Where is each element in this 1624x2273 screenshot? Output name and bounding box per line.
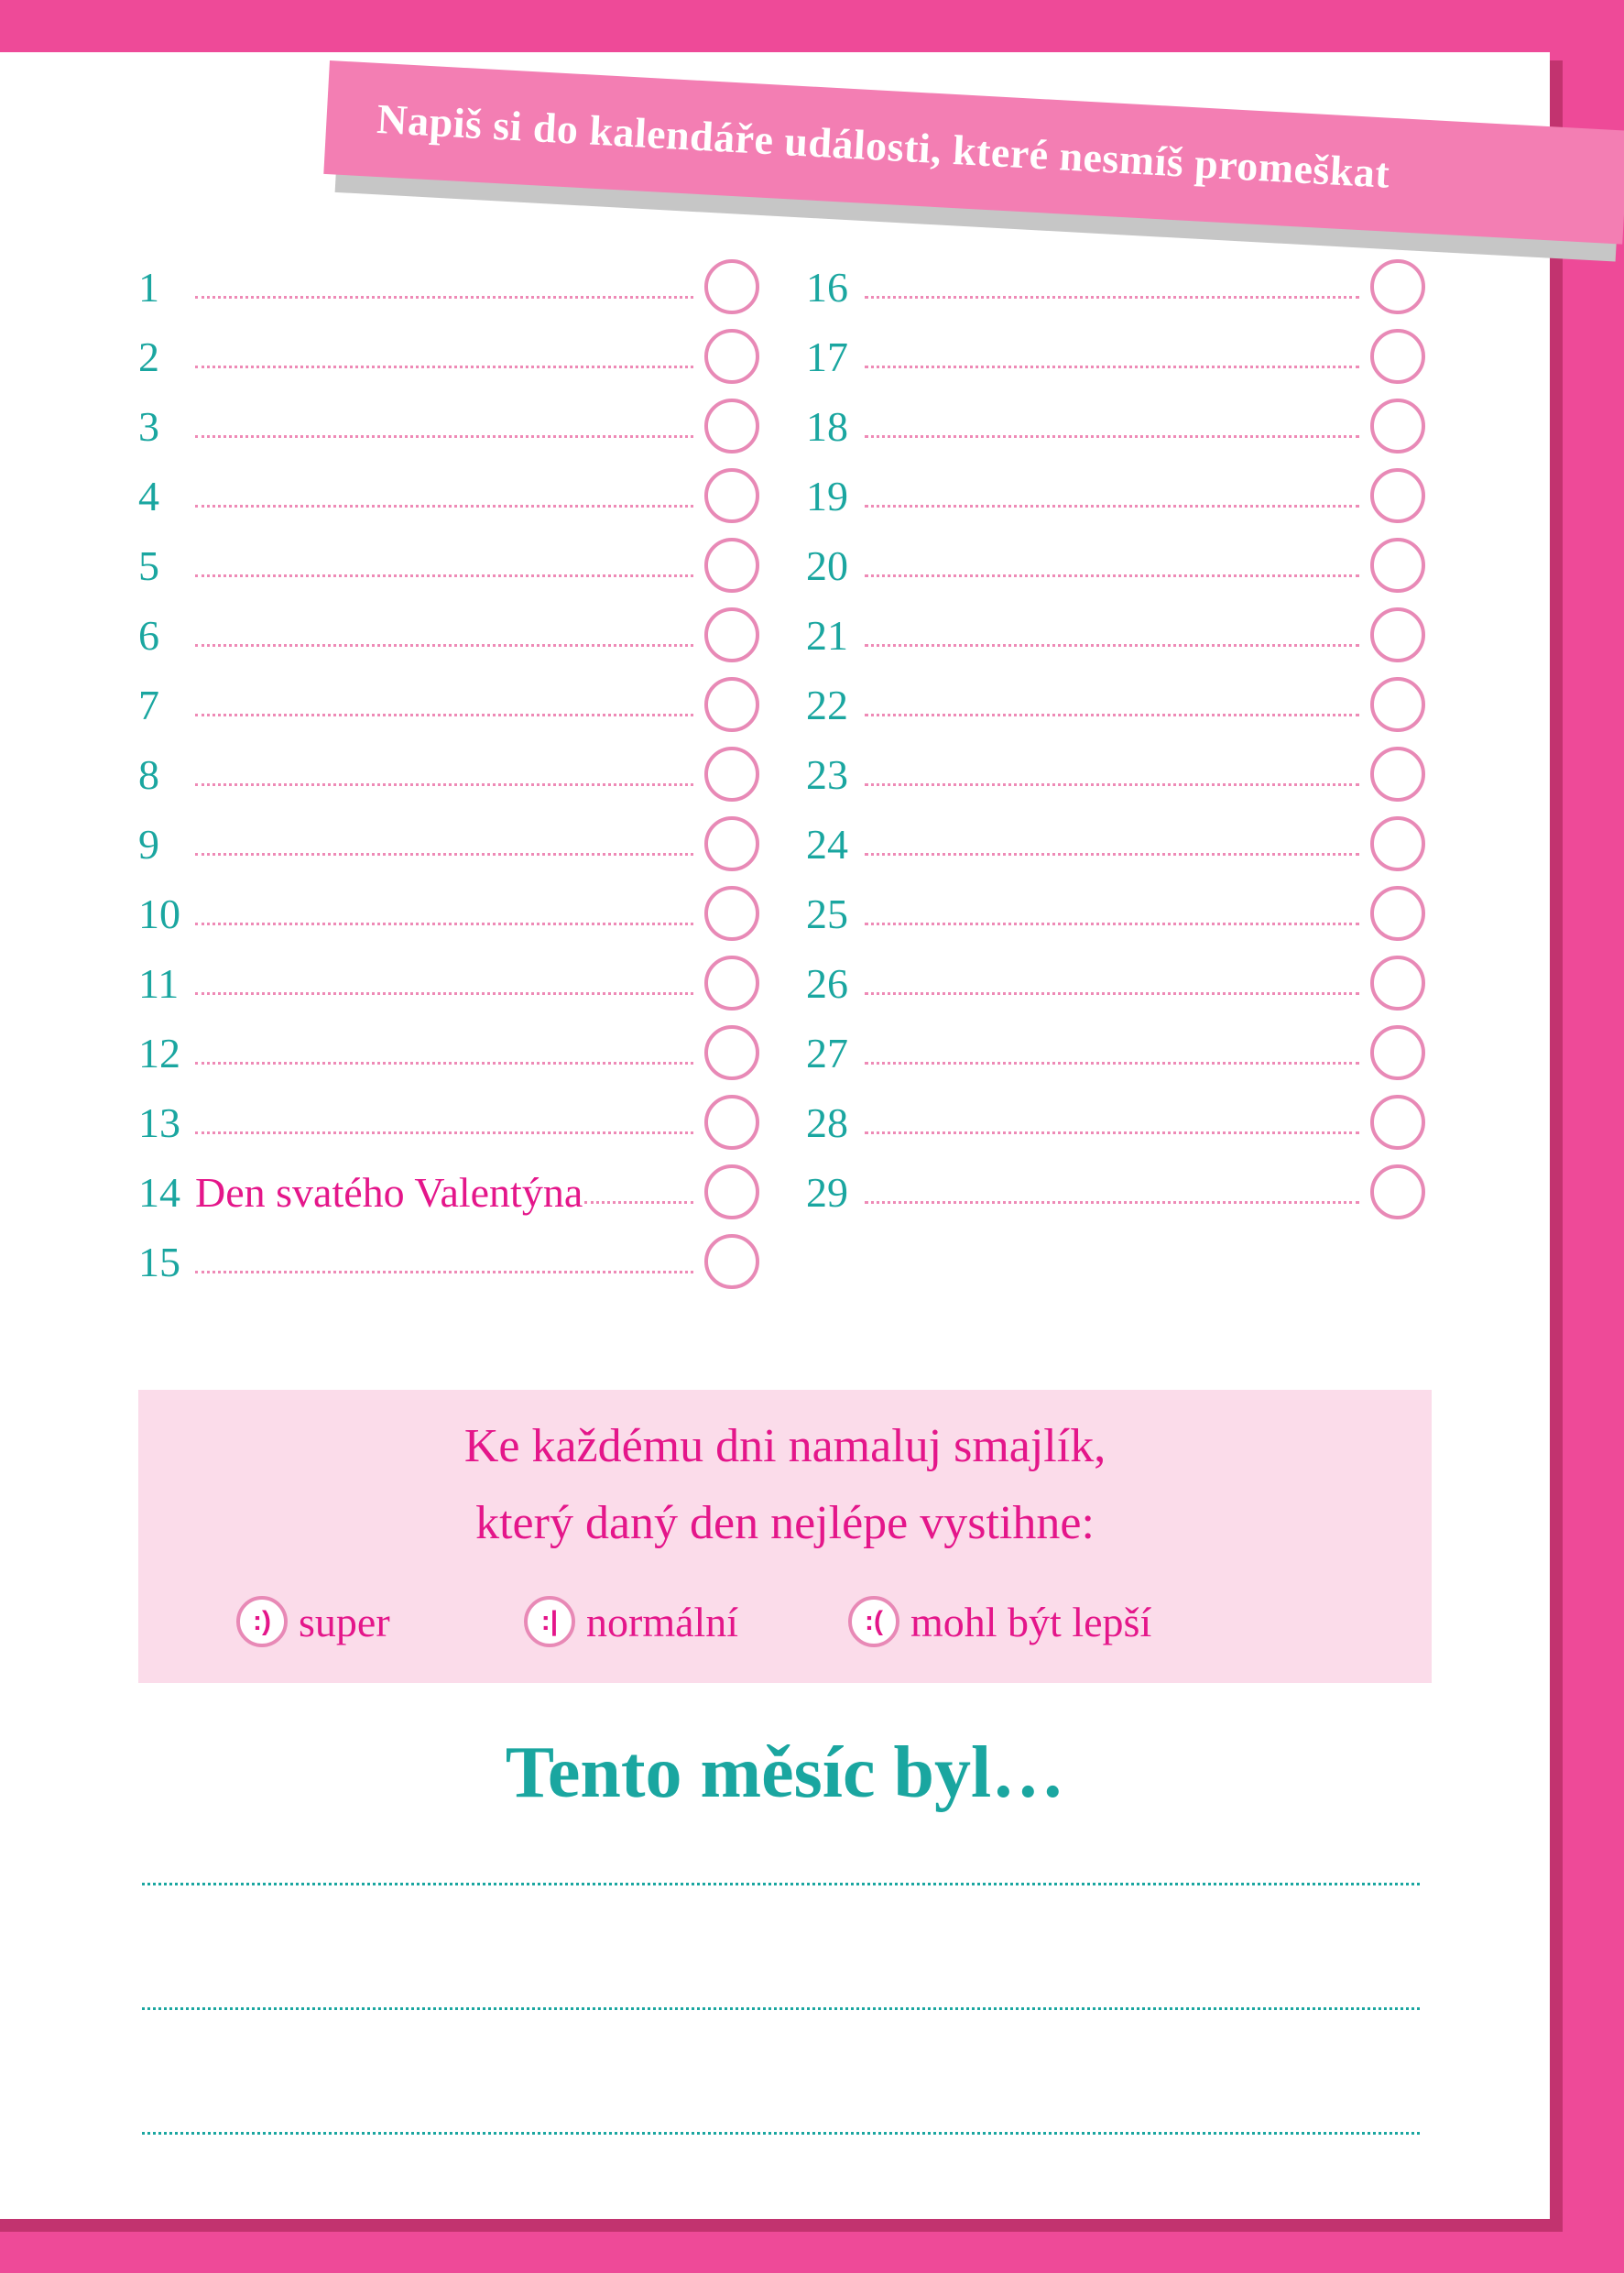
day-number: 25: [806, 890, 848, 937]
page-shadow: [1550, 60, 1563, 2232]
day-write-line[interactable]: [195, 783, 693, 786]
smiley-circle[interactable]: [1370, 886, 1425, 941]
day-number: 19: [806, 472, 848, 519]
day-write-line[interactable]: [865, 435, 1359, 438]
day-row: [806, 259, 1425, 314]
smiley-circle[interactable]: [704, 538, 759, 593]
smiley-circle[interactable]: [704, 747, 759, 802]
day-row: [806, 677, 1425, 732]
day-number: 14: [138, 1168, 180, 1216]
day-number: 3: [138, 402, 159, 450]
smiley-circle[interactable]: [1370, 747, 1425, 802]
day-write-line[interactable]: [195, 1062, 693, 1065]
smiley-circle[interactable]: [704, 1095, 759, 1150]
day-row: [806, 816, 1425, 871]
day-row: [806, 329, 1425, 384]
day-row: [138, 399, 759, 454]
legend-normal: [524, 1592, 738, 1651]
day-number: 15: [138, 1238, 180, 1285]
day-write-line[interactable]: [865, 1062, 1359, 1065]
day-write-line[interactable]: [195, 644, 693, 647]
day-number: 21: [806, 611, 848, 659]
day-row: [806, 956, 1425, 1011]
day-row: [806, 1164, 1425, 1219]
day-number: 9: [138, 820, 159, 868]
day-row: [806, 399, 1425, 454]
smiley-circle[interactable]: [704, 816, 759, 871]
day-write-line[interactable]: [195, 1271, 693, 1273]
day-event-text: Den svatého Valentýna: [195, 1168, 583, 1216]
day-number: 24: [806, 820, 848, 868]
day-row: [138, 886, 759, 941]
day-write-line[interactable]: [195, 366, 693, 368]
day-row: [806, 886, 1425, 941]
day-write-line[interactable]: [865, 923, 1359, 925]
day-row: [138, 1025, 759, 1080]
day-write-line[interactable]: [195, 296, 693, 299]
summary-line-3[interactable]: [142, 2132, 1420, 2135]
day-row: [138, 956, 759, 1011]
day-row: [806, 1095, 1425, 1150]
smiley-circle[interactable]: [704, 677, 759, 732]
smiley-circle[interactable]: [1370, 399, 1425, 454]
day-row: [138, 1164, 759, 1219]
legend-super: [236, 1592, 390, 1651]
smiley-circle[interactable]: [1370, 329, 1425, 384]
legend-label-could-be-better: mohl být lepší: [910, 1598, 1152, 1645]
day-row: [806, 747, 1425, 802]
day-write-line[interactable]: [865, 644, 1359, 647]
smiley-circle[interactable]: [704, 1164, 759, 1219]
day-write-line[interactable]: [865, 1201, 1359, 1204]
sad-face-icon: :(: [848, 1596, 899, 1647]
day-row: [806, 538, 1425, 593]
smiley-circle[interactable]: [704, 259, 759, 314]
smiley-circle[interactable]: [1370, 1095, 1425, 1150]
day-number: 23: [806, 750, 848, 798]
smiley-circle[interactable]: [704, 607, 759, 662]
page-shadow-bottom: [0, 2219, 1563, 2232]
day-write-line[interactable]: [865, 714, 1359, 716]
day-write-line[interactable]: [865, 853, 1359, 856]
neutral-face-icon: :|: [524, 1596, 575, 1647]
day-row: [138, 468, 759, 523]
day-row: [806, 607, 1425, 662]
smiley-circle[interactable]: [1370, 538, 1425, 593]
smiley-circle[interactable]: [704, 329, 759, 384]
day-write-line[interactable]: [195, 574, 693, 577]
day-number: 1: [138, 263, 159, 311]
day-row: [138, 677, 759, 732]
day-write-line[interactable]: [865, 296, 1359, 299]
day-row: [138, 329, 759, 384]
smiley-circle[interactable]: [1370, 607, 1425, 662]
day-number: 16: [806, 263, 848, 311]
day-number: 7: [138, 681, 159, 728]
legend-label-super: super: [299, 1598, 390, 1645]
day-write-line[interactable]: [195, 853, 693, 856]
day-write-line[interactable]: [865, 366, 1359, 368]
day-number: 13: [138, 1098, 180, 1146]
day-write-line[interactable]: [865, 505, 1359, 508]
day-number: 6: [138, 611, 159, 659]
smiley-circle[interactable]: [704, 399, 759, 454]
day-number: 5: [138, 541, 159, 589]
smiley-circle[interactable]: [1370, 259, 1425, 314]
day-write-line[interactable]: [865, 1131, 1359, 1134]
legend-label-normal: normální: [586, 1598, 739, 1645]
day-row: [806, 468, 1425, 523]
day-row: [806, 1025, 1425, 1080]
smiley-circle[interactable]: [704, 1234, 759, 1289]
day-number: 27: [806, 1029, 848, 1076]
day-number: 18: [806, 402, 848, 450]
day-number: 4: [138, 472, 159, 519]
day-number: 17: [806, 333, 848, 380]
day-number: 11: [138, 959, 180, 1007]
month-summary-title: Tento měsíc byl…: [505, 1732, 1065, 1813]
day-number: 22: [806, 681, 848, 728]
happy-face-icon: :): [236, 1596, 288, 1647]
instruction-line-2: který daný den nejlépe vystihne:: [475, 1497, 1095, 1549]
day-number: 26: [806, 959, 848, 1007]
day-number: 28: [806, 1098, 848, 1146]
day-row: [138, 747, 759, 802]
day-row: [138, 607, 759, 662]
smiley-circle[interactable]: [1370, 677, 1425, 732]
day-number: 8: [138, 750, 159, 798]
day-number: 10: [138, 890, 180, 937]
day-write-line[interactable]: [195, 992, 693, 995]
day-write-line[interactable]: [195, 1131, 693, 1134]
smiley-circle[interactable]: [1370, 1025, 1425, 1080]
smiley-circle[interactable]: [1370, 956, 1425, 1011]
day-row: [138, 259, 759, 314]
smiley-circle[interactable]: [1370, 1164, 1425, 1219]
day-number: 20: [806, 541, 848, 589]
instruction-line-1: Ke každému dni namaluj smajlík,: [463, 1420, 1106, 1472]
day-row: [138, 816, 759, 871]
summary-line-2[interactable]: [142, 2007, 1420, 2010]
day-write-line[interactable]: [865, 574, 1359, 577]
day-number: 29: [806, 1168, 848, 1216]
day-row: [138, 538, 759, 593]
day-write-line[interactable]: [195, 435, 693, 438]
day-write-line[interactable]: [584, 1201, 693, 1204]
day-number: 12: [138, 1029, 180, 1076]
legend-could-be-better: [848, 1592, 1151, 1651]
smiley-circle[interactable]: [704, 956, 759, 1011]
day-number: 2: [138, 333, 159, 380]
smiley-circle[interactable]: [1370, 468, 1425, 523]
smiley-circle[interactable]: [704, 886, 759, 941]
day-write-line[interactable]: [195, 505, 693, 508]
smiley-circle[interactable]: [704, 1025, 759, 1080]
day-write-line[interactable]: [865, 783, 1359, 786]
day-write-line[interactable]: [195, 923, 693, 925]
day-write-line[interactable]: [195, 714, 693, 716]
day-row: [138, 1095, 759, 1150]
day-write-line[interactable]: [865, 992, 1359, 995]
day-row: [138, 1234, 759, 1289]
instruction-banner: Napiš si do kalendáře události, které nesmíš promeškat: [323, 60, 1624, 245]
smiley-circle[interactable]: [704, 468, 759, 523]
smiley-circle[interactable]: [1370, 816, 1425, 871]
summary-line-1[interactable]: [142, 1883, 1420, 1885]
